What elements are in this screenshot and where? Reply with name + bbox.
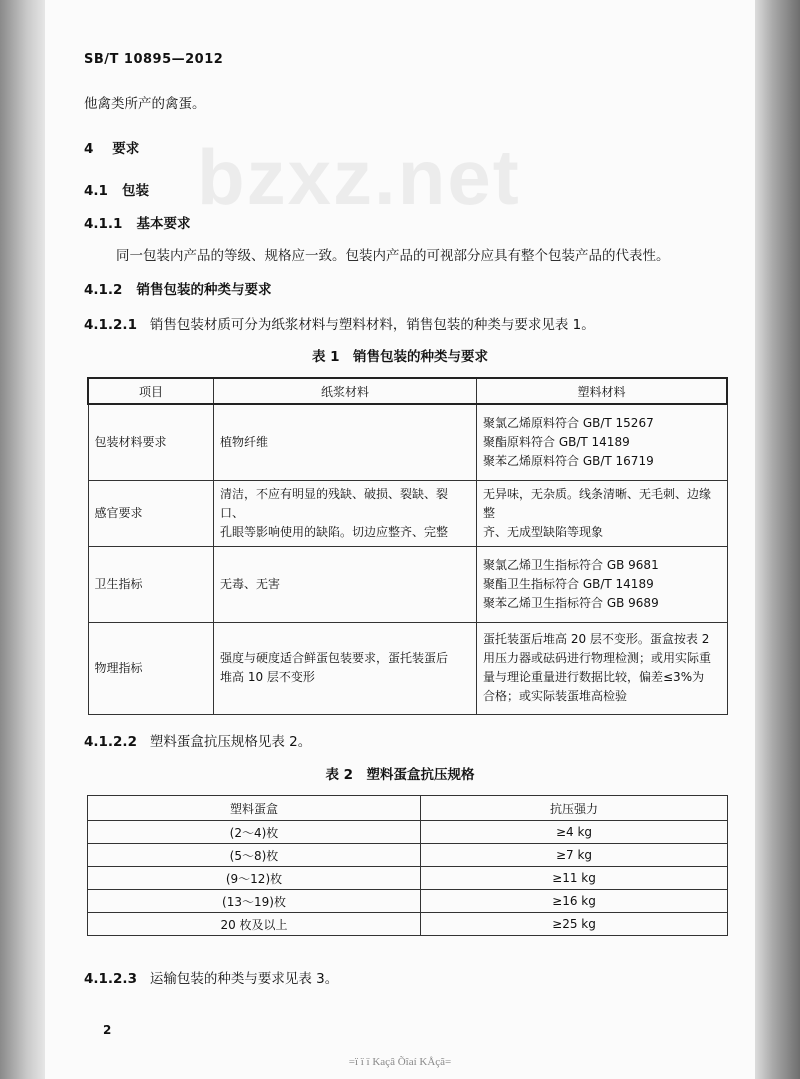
cell-line: 合格；或实际装蛋堆高检验: [483, 689, 628, 703]
table-row: [88, 913, 728, 936]
clause-4-1-2-1-number: 4.1.2.1: [84, 317, 137, 333]
table1-cell-pulp: [214, 622, 477, 714]
table1-cell-plastic: [477, 622, 728, 714]
intro-line: 他禽类所产的禽蛋。: [84, 96, 206, 112]
table2-header-strength: 抗压强力: [421, 796, 728, 821]
paragraph-4-1-1: 同一包装内产品的等级、规格应一致。包装内产品的可视部分应具有整个包装产品的代表性。: [116, 248, 670, 264]
heading-4-1-number: 4.1: [84, 183, 108, 199]
cell-line: 量与理论重量进行数据比较，偏差≤3%为: [483, 670, 705, 684]
cell-line: 用压力器或砝码进行物理检测；或用实际重: [483, 651, 712, 665]
heading-4-1-1-number: 4.1.1: [84, 216, 123, 232]
cell-line: 聚苯乙烯卫生指标符合 GB 9689: [483, 595, 659, 610]
table-row: [88, 546, 727, 622]
scan-edge-right: [755, 0, 800, 1079]
heading-4-number: 4: [84, 141, 94, 157]
clause-4-1-2-1-text: 销售包装材质可分为纸浆材料与塑料材料，销售包装的种类与要求见表 1。: [149, 317, 595, 333]
table1-cell-plastic: [477, 480, 728, 546]
clause-4-1-2-2-text: 塑料蛋盒抗压规格见表 2。: [149, 734, 312, 750]
clause-4-1-2-1: [84, 313, 595, 333]
table2-header-row: [88, 796, 728, 821]
cell-line: 植物纤维: [220, 434, 269, 449]
heading-4-1-2-title: 销售包装的种类与要求: [136, 282, 272, 298]
table2-cell-box: (5～8)枚: [88, 844, 421, 867]
cell-line: 聚氯乙烯原料符合 GB/T 15267: [483, 415, 654, 430]
heading-4-1-title: 包装: [122, 183, 150, 199]
table-row: [88, 480, 727, 546]
scan-edge-left: [0, 0, 45, 1079]
page-number: 2: [103, 1023, 112, 1037]
clause-4-1-2-3-number: 4.1.2.3: [84, 971, 137, 987]
clause-4-1-2-3: [84, 967, 338, 987]
cell-line: 清洁，不应有明显的残缺、破损、裂缺、裂口、: [220, 486, 449, 520]
watermark-text: bzxz.net: [197, 133, 521, 221]
table1-caption: 表 1 销售包装的种类与要求: [311, 349, 489, 365]
table2-cell-strength: ≥16 kg: [421, 890, 728, 913]
table1-cell-item: 包装材料要求: [88, 404, 214, 480]
table1-cell-plastic: [477, 546, 728, 622]
cell-line: 无毒、无害: [220, 576, 281, 591]
heading-4-1-2: [84, 278, 272, 298]
cell-line: 齐、无成型缺陷等现象: [483, 524, 604, 539]
table2-cell-box: 20 枚及以上: [88, 913, 421, 936]
heading-4-1-2-number: 4.1.2: [84, 282, 123, 298]
table1-header-pulp: 纸浆材料: [214, 378, 477, 404]
table2-cell-strength: ≥25 kg: [421, 913, 728, 936]
table1-cell-item: 感官要求: [88, 480, 214, 546]
heading-4-title: 要求: [112, 141, 140, 157]
table1-cell-item: 物理指标: [88, 622, 214, 714]
clause-4-1-2-2: [84, 730, 311, 750]
table1: [87, 377, 728, 715]
standard-code: SB/T 10895—2012: [84, 52, 224, 67]
table-row: [88, 821, 728, 844]
clause-4-1-2-3-text: 运输包装的种类与要求见表 3。: [149, 971, 339, 987]
cell-line: 聚酯卫生指标符合 GB/T 14189: [483, 576, 654, 591]
table1-header-row: [88, 378, 727, 404]
footer-watermark: =ï ï ï Kaçâ Õîaí KÅçã=: [348, 1056, 452, 1068]
table2-caption: 表 2 塑料蛋盒抗压规格: [325, 767, 475, 783]
table2-header-box: 塑料蛋盒: [88, 796, 421, 821]
cell-line: 聚酯原料符合 GB/T 14189: [483, 434, 630, 449]
heading-4-1: [84, 179, 149, 199]
table1-cell-plastic: [477, 404, 728, 480]
document-page: [45, 0, 755, 1079]
table1-header-plastic: 塑料材料: [477, 378, 728, 404]
table2: [87, 795, 728, 936]
cell-line: 强度与硬度适合鲜蛋包装要求，蛋托装蛋后: [220, 651, 449, 665]
table-row: [88, 890, 728, 913]
cell-line: 孔眼等影响使用的缺陷。切边应整齐、完整: [220, 524, 449, 539]
cell-line: 蛋托装蛋后堆高 20 层不变形。蛋盒按表 2: [483, 632, 710, 646]
table2-cell-strength: ≥4 kg: [421, 821, 728, 844]
cell-line: 聚氯乙烯卫生指标符合 GB 9681: [483, 557, 659, 572]
table2-cell-strength: ≥7 kg: [421, 844, 728, 867]
table1-cell-pulp: [214, 404, 477, 480]
table-row: [88, 622, 727, 714]
heading-4: [84, 137, 139, 157]
table-row: [88, 867, 728, 890]
table2-cell-box: (9～12)枚: [88, 867, 421, 890]
table2-cell-strength: ≥11 kg: [421, 867, 728, 890]
table2-cell-box: (13～19)枚: [88, 890, 421, 913]
table1-cell-pulp: [214, 480, 477, 546]
table1-cell-pulp: [214, 546, 477, 622]
table-row: [88, 404, 727, 480]
clause-4-1-2-2-number: 4.1.2.2: [84, 734, 137, 750]
table-row: [88, 844, 728, 867]
cell-line: 无异味，无杂质。线条清晰、无毛刺、边缘整: [483, 486, 712, 520]
heading-4-1-1-title: 基本要求: [136, 216, 191, 232]
cell-line: 堆高 10 层不变形: [220, 670, 315, 684]
table1-cell-item: 卫生指标: [88, 546, 214, 622]
table2-cell-box: (2～4)枚: [88, 821, 421, 844]
cell-line: 聚苯乙烯原料符合 GB/T 16719: [483, 453, 654, 468]
heading-4-1-1: [84, 212, 191, 232]
table1-header-item: 项目: [88, 378, 214, 404]
